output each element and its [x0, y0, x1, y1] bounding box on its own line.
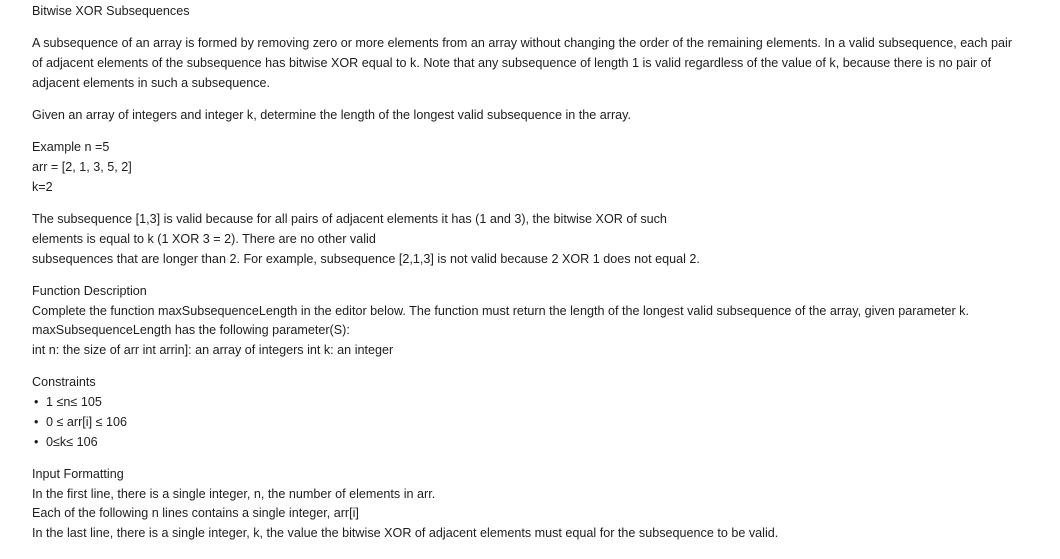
- intro-line: A subsequence of an array is formed by removing zero or more elements from an array without changing the order of the remaining elements. In a valid subsequence, each pair: [32, 36, 1013, 51]
- bullet-icon: •: [34, 414, 39, 429]
- function-description-line: Complete the function maxSubsequenceLength in the editor below. The function must return the length of the longest valid subsequence of the array, given parameter k.: [32, 303, 969, 318]
- task-text: Given an array of integers and integer k, determine the length of the longest valid subsequence in the array.: [32, 107, 632, 122]
- input-formatting-line: Each of the following n lines contains a single integer, arr[i]: [32, 506, 359, 521]
- explanation-line: elements is equal to k (1 XOR 3 = 2). There are no other valid: [32, 231, 376, 246]
- problem-title: Bitwise XOR Subsequences: [32, 4, 190, 18]
- function-description-line: int n: the size of arr int arrin]: an array of integers int k: an integer: [32, 343, 394, 358]
- bullet-icon: •: [34, 395, 39, 410]
- intro-line: of adjacent elements of the subsequence has bitwise XOR equal to k. Note that any subsequence of length 1 is valid regardless of the value of k, because there is no pair of: [32, 55, 992, 70]
- intro-line: adjacent elements in such a subsequence.: [32, 75, 271, 90]
- input-formatting-heading: Input Formatting: [32, 466, 124, 481]
- constraint-text: 0≤k≤ 106: [46, 434, 98, 449]
- input-formatting-line: In the last line, there is a single integer, k, the value the bitwise XOR of adjacent elements must equal for the subsequence to be valid.: [32, 526, 779, 541]
- example-line: Example n =5: [32, 140, 110, 155]
- function-description-heading: Function Description: [32, 283, 147, 298]
- example-line: arr = [2, 1, 3, 5, 2]: [32, 159, 132, 174]
- example-line: k=2: [32, 179, 53, 194]
- function-description-line: maxSubsequenceLength has the following parameter(S):: [32, 323, 350, 338]
- explanation-line: The subsequence [1,3] is valid because for all pairs of adjacent elements it has (1 and 3), the bitwise XOR of such: [32, 211, 667, 226]
- input-formatting-line: In the first line, there is a single integer, n, the number of elements in arr.: [32, 486, 436, 501]
- constraint-item: [32, 393, 1060, 413]
- constraints-heading: Constraints: [32, 375, 96, 390]
- explanation-line: subsequences that are longer than 2. For example, subsequence [2,1,3] is not valid because 2 XOR 1 does not equal 2.: [32, 251, 700, 266]
- constraint-item: [32, 433, 1060, 453]
- bullet-icon: •: [34, 434, 39, 449]
- constraint-text: 1 ≤n≤ 105: [46, 395, 102, 410]
- constraint-item: [32, 413, 1060, 433]
- constraint-text: 0 ≤ arr[i] ≤ 106: [46, 414, 128, 429]
